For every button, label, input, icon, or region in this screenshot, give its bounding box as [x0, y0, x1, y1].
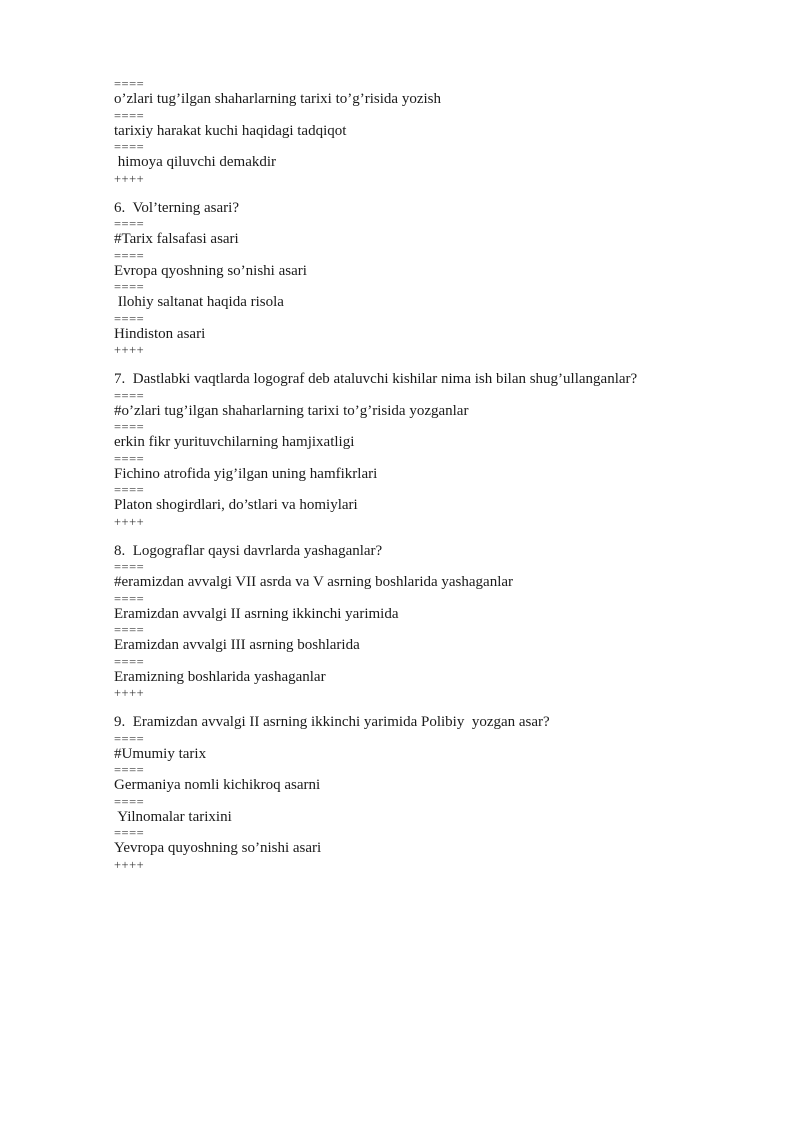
separator-line: ==== [114, 826, 145, 840]
answer-option: Eramizning boshlarida yashaganlar [114, 668, 326, 685]
answer-option: Yevropa quyoshning so’nishi asari [114, 840, 322, 856]
separator-line: ==== [114, 623, 145, 637]
question-text: 7. Dastlabki vaqtlarda logograf deb ataluvchi kishilar nima ish bilan shug’ullanganlar? [114, 371, 638, 387]
question-block-7 [114, 371, 754, 529]
question-text: 6. Vol’terning asari? [114, 199, 239, 216]
answer-option: tarixiy harakat kuchi haqidagi tadqiqot [114, 122, 347, 139]
question-block-6 [114, 200, 754, 358]
answer-option-correct: #Umumiy tarix [114, 745, 207, 762]
answer-option: Fichino atrofida yig’ilgan uning hamfikrlari [114, 465, 378, 482]
end-marker: ++++ [114, 514, 145, 529]
document-page [114, 77, 754, 872]
separator-line: ==== [114, 794, 145, 809]
answer-option: himoya qiluvchi demakdir [114, 154, 277, 170]
separator-line: ==== [114, 591, 145, 606]
end-marker: ++++ [114, 171, 145, 186]
separator-line: ==== [114, 731, 145, 746]
separator-line: ==== [114, 560, 145, 574]
answer-option-correct: #Tarix falsafasi asari [114, 231, 239, 247]
answer-option: Evropa qyoshning so’nishi asari [114, 262, 307, 279]
answer-option: o’zlari tug’ilgan shaharlarning tarixi to’g’risida yozish [114, 91, 441, 107]
question-block-8 [114, 543, 754, 701]
separator-line: ==== [114, 280, 145, 294]
answer-option: erkin fikr yurituvchilarning hamjixatligi [114, 434, 355, 450]
answer-option: Ilohiy saltanat haqida risola [114, 294, 284, 310]
separator-line: ==== [114, 388, 145, 403]
separator-line: ==== [114, 248, 145, 263]
separator-line: ==== [114, 451, 145, 466]
end-marker: ++++ [114, 686, 145, 700]
separator-line: ==== [114, 140, 145, 154]
answer-option: Eramizdan avvalgi III asrning boshlarida [114, 637, 360, 653]
question-text: 8. Logograflar qaysi davrlarda yashaganlar? [114, 542, 383, 559]
separator-line: ==== [114, 483, 145, 497]
answer-option: Germaniya nomli kichikroq asarni [114, 777, 321, 793]
question-text: 9. Eramizdan avvalgi II asrning ikkinchi yarimida Polibiy yozgan asar? [114, 714, 550, 730]
intro-block [114, 77, 754, 186]
separator-line: ==== [114, 763, 145, 777]
answer-option: Platon shogirdlari, do’stlari va homiylari [114, 497, 358, 513]
separator-line: ==== [114, 654, 145, 669]
end-marker: ++++ [114, 857, 145, 872]
end-marker: ++++ [114, 343, 145, 357]
separator-line: ==== [114, 217, 145, 231]
question-block-9 [114, 714, 754, 872]
separator-line: ==== [114, 311, 145, 326]
answer-option: Hindiston asari [114, 325, 206, 342]
separator-line: ==== [114, 108, 145, 123]
separator-line: ==== [114, 77, 145, 91]
separator-line: ==== [114, 420, 145, 434]
answer-option: Yilnomalar tarixini [114, 808, 232, 825]
answer-option-correct: #o’zlari tug’ilgan shaharlarning tarixi to’g’risida yozganlar [114, 402, 469, 419]
answer-option: Eramizdan avvalgi II asrning ikkinchi yarimida [114, 605, 399, 622]
answer-option-correct: #eramizdan avvalgi VII asrda va V asrning boshlarida yashaganlar [114, 574, 514, 590]
